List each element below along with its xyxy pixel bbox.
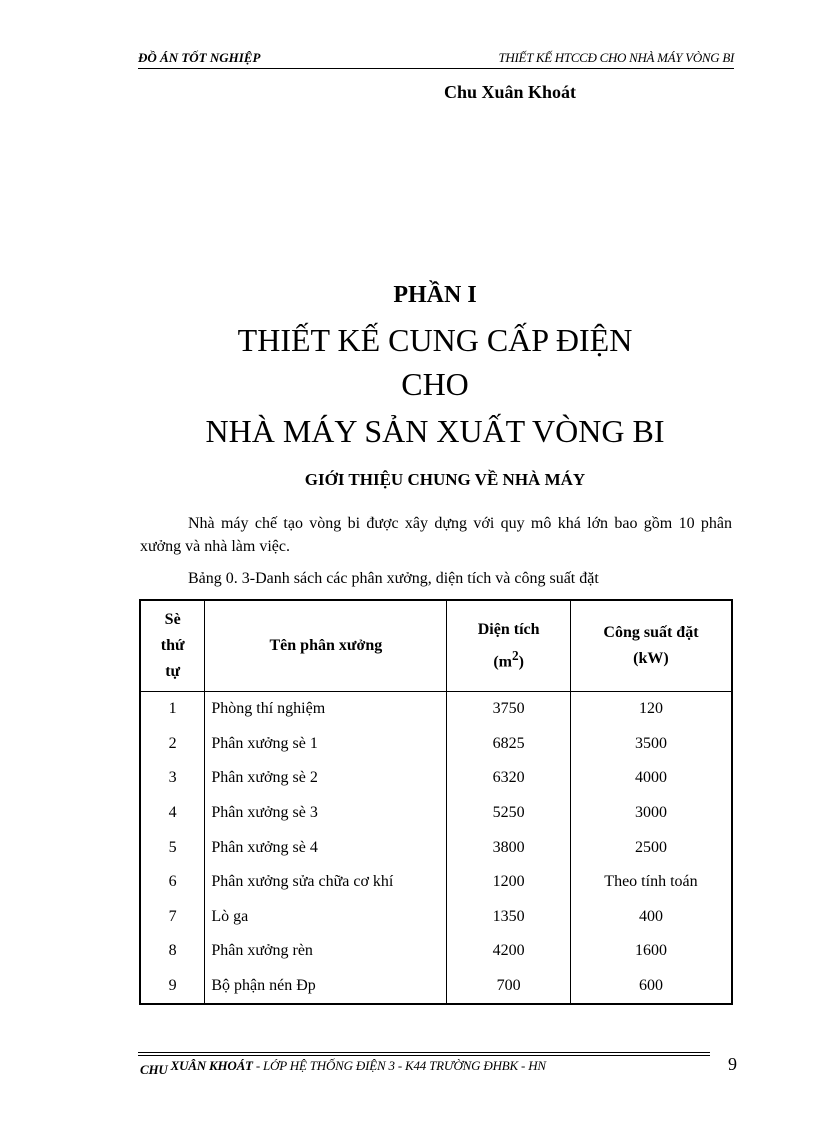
section-heading: GIỚI THIỆU CHUNG VỀ NHÀ MÁY — [304, 470, 586, 489]
cell-power: 3000 — [570, 796, 732, 831]
cell-area: 6320 — [447, 761, 571, 796]
cell-area: 700 — [447, 969, 571, 1005]
cell-stt: 1 — [140, 692, 205, 727]
cell-power: 4000 — [570, 761, 732, 796]
table-row — [140, 761, 732, 796]
cell-name: Phân xưởng rèn — [205, 934, 447, 969]
cell-stt: 5 — [140, 830, 205, 865]
cell-stt: 2 — [140, 727, 205, 762]
title-line-3: NHÀ MÁY SẢN XUẤT VÒNG BI — [205, 413, 665, 449]
cell-area: 3800 — [447, 830, 571, 865]
title-line-1: THIẾT KẾ CUNG CẤP ĐIỆN — [237, 322, 633, 358]
table-row — [140, 692, 732, 727]
header-left-text: ĐỒ ÁN TỐT NGHIỆP — [138, 50, 261, 65]
footer-rule-bottom — [138, 1055, 710, 1056]
table-row — [140, 796, 732, 831]
cell-power: 1600 — [570, 934, 732, 969]
table-row — [140, 830, 732, 865]
page-footer — [140, 1058, 546, 1077]
cell-power: 120 — [570, 692, 732, 727]
header-stt-line-1: Sè — [164, 611, 181, 628]
cell-stt: 3 — [140, 761, 205, 796]
table-header-row — [140, 600, 732, 692]
cell-area: 1200 — [447, 865, 571, 900]
header-power-line-1: Công suất đặt — [603, 624, 699, 641]
cell-name: Phân xưởng sè 4 — [205, 830, 447, 865]
cell-area: 5250 — [447, 796, 571, 831]
header-area-superscript: 2 — [511, 647, 519, 663]
intro-paragraph: Nhà máy chế tạo vòng bi được xây dựng với quy mô khá lớn bao gồm 10 phân xưởng và nhà làm việc. — [140, 515, 732, 555]
cell-stt: 6 — [140, 865, 205, 900]
cell-name: Phân xưởng sửa chữa cơ khí — [205, 865, 447, 900]
header-right-text: THIẾT KẾ HTCCĐ CHO NHÀ MÁY VÒNG BI — [498, 50, 734, 65]
cell-power: 400 — [570, 900, 732, 935]
header-stt — [140, 600, 205, 692]
header-name: Tên phân xưởng — [205, 600, 447, 692]
cell-area: 4200 — [447, 934, 571, 969]
header-area-line-1: Diện tích — [477, 620, 540, 638]
table-body — [140, 692, 732, 1005]
cell-stt: 9 — [140, 969, 205, 1005]
cell-power: 600 — [570, 969, 732, 1005]
part-heading: PHẦN I — [393, 282, 477, 308]
cell-name: Phân xưởng sè 3 — [205, 796, 447, 831]
footer-name: XUÂN KHOÁT — [170, 1058, 253, 1073]
table-row — [140, 900, 732, 935]
header-area-unit: (m — [493, 653, 512, 671]
cell-name: Phòng thí nghiệm — [205, 692, 447, 727]
cell-stt: 8 — [140, 934, 205, 969]
table-caption: Bảng 0. 3-Danh sách các phân xưởng, diện tích và công suất đặt — [188, 570, 599, 587]
header-power — [570, 600, 732, 692]
cell-stt: 4 — [140, 796, 205, 831]
header-area-unit-close: ) — [518, 653, 524, 671]
header-area — [447, 600, 571, 692]
title-line-2: CHO — [401, 366, 469, 402]
cell-area: 1350 — [447, 900, 571, 935]
footer-rule-top — [138, 1052, 710, 1053]
table-row — [140, 865, 732, 900]
cell-area: 6825 — [447, 727, 571, 762]
page-header — [138, 46, 734, 69]
cell-power: 3500 — [570, 727, 732, 762]
cell-power: 2500 — [570, 830, 732, 865]
cell-name: Bộ phận nén Đp — [205, 969, 447, 1005]
cell-area: 3750 — [447, 692, 571, 727]
table-row — [140, 727, 732, 762]
cell-stt: 7 — [140, 900, 205, 935]
workshop-table — [139, 599, 733, 1005]
footer-chu: CHU — [140, 1062, 168, 1077]
cell-name: Phân xưởng sè 2 — [205, 761, 447, 796]
cell-name: Phân xưởng sè 1 — [205, 727, 447, 762]
author-name: Chu Xuân Khoát — [444, 82, 577, 102]
cell-name: Lò ga — [205, 900, 447, 935]
table-row — [140, 934, 732, 969]
table-row — [140, 969, 732, 1005]
header-stt-line-2: thứ — [160, 637, 185, 654]
cell-power: Theo tính toán — [570, 865, 732, 900]
header-power-line-2: (kW) — [633, 650, 669, 667]
page-number: 9 — [728, 1054, 737, 1074]
header-stt-line-3: tự — [165, 663, 181, 680]
footer-rest: - LỚP HỆ THỐNG ĐIỆN 3 - K44 TRƯỜNG ĐHBK - HN — [252, 1058, 546, 1073]
